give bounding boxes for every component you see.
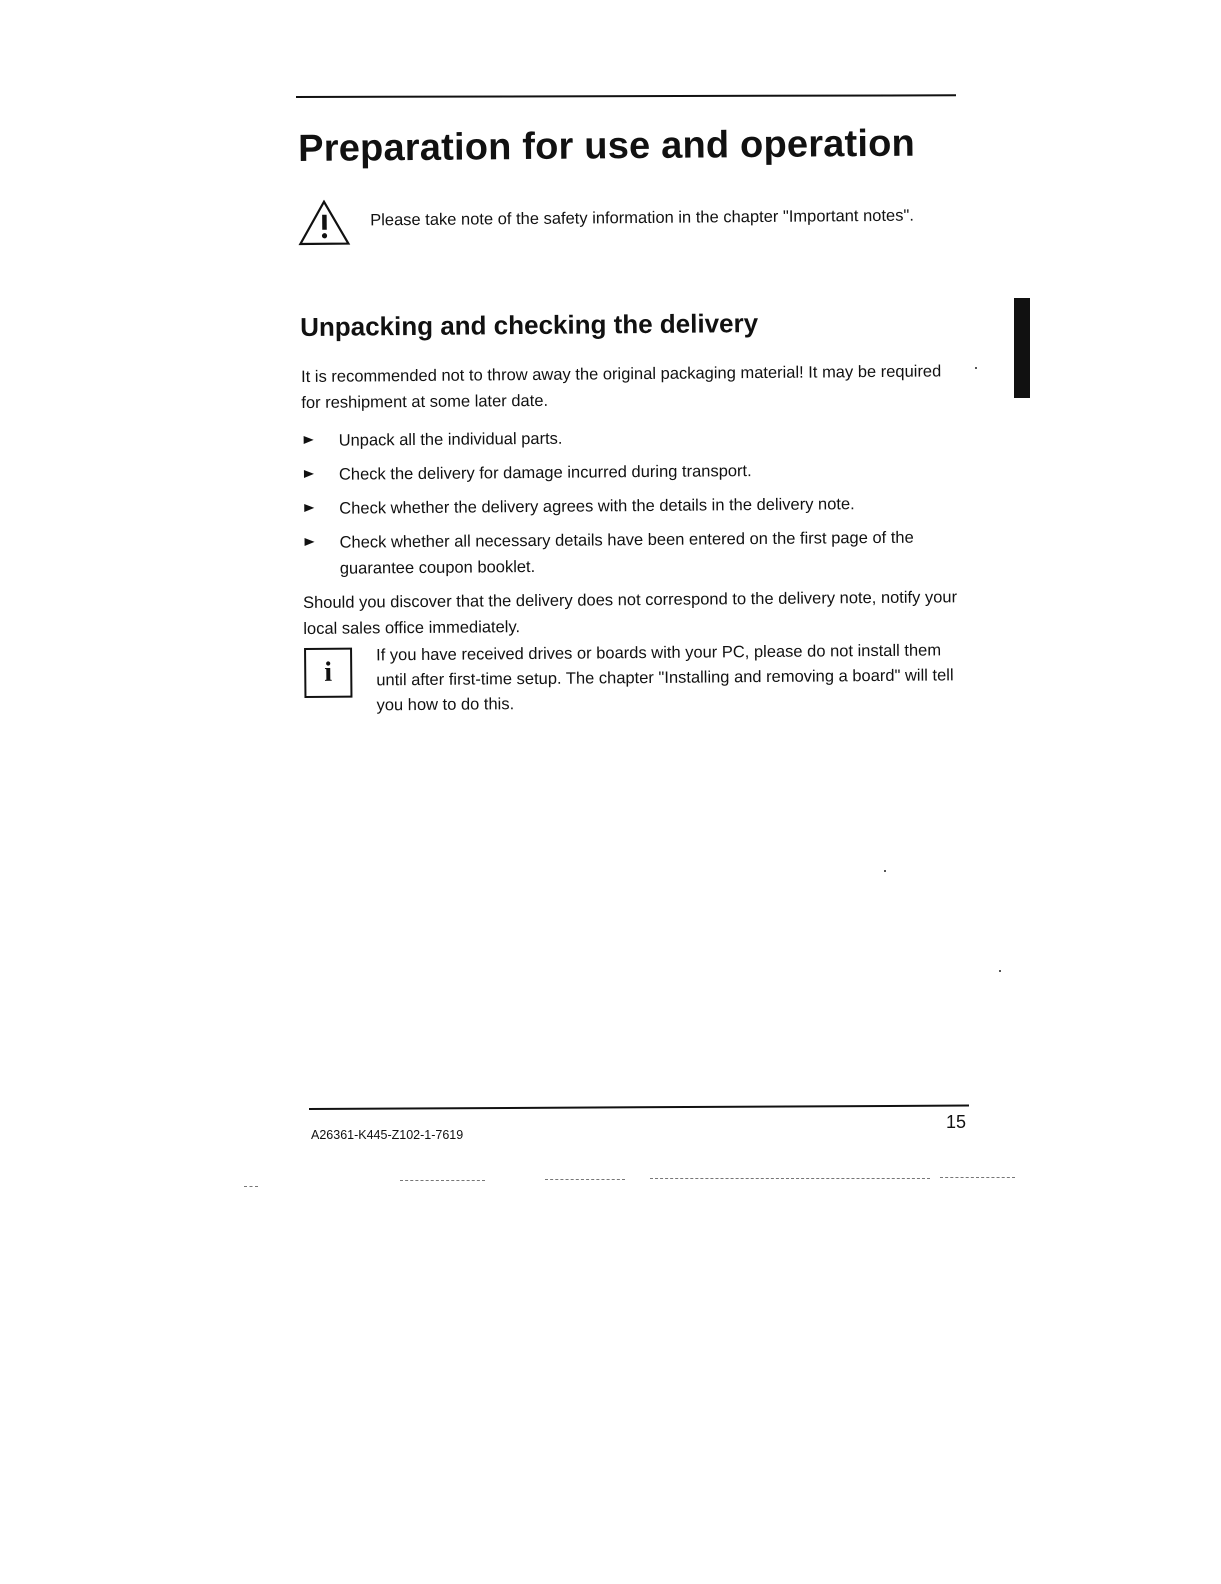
- scan-artifact: [650, 1178, 930, 1179]
- header-rule: [296, 94, 956, 98]
- arrow-bullet-icon: [305, 538, 315, 546]
- safety-notice-text: Please take note of the safety information in the chapter "Important notes".: [370, 206, 914, 230]
- warning-triangle-icon: [298, 200, 350, 246]
- scan-artifact: [400, 1180, 485, 1181]
- list-item: [302, 422, 962, 454]
- step-text: Check the delivery for damage incurred during transport.: [338, 462, 752, 484]
- list-item: [302, 490, 962, 522]
- closing-paragraph: Should you discover that the delivery does not correspond to the delivery note, notify your local sales office immediately.: [303, 588, 958, 638]
- footer-rule: [309, 1105, 969, 1110]
- page-number: 15: [946, 1112, 967, 1132]
- chapter-thumb-tab: [1014, 298, 1030, 398]
- list-item: [302, 456, 962, 488]
- list-item: [302, 524, 962, 582]
- scan-artifact: [244, 1186, 258, 1187]
- arrow-bullet-icon: [304, 470, 314, 478]
- info-notice-text: If you have received drives or boards with your PC, please do not install them until after first-time setup. The chapter "Installing and removing a board" will tell you how to do this.: [376, 641, 954, 715]
- safety-notice: [298, 194, 938, 230]
- info-icon: i: [304, 648, 352, 698]
- step-text: Check whether all necessary details have been entered on the first page of the guarantee coupon booklet.: [339, 528, 914, 578]
- arrow-bullet-icon: [304, 504, 314, 512]
- scan-artifact: [999, 970, 1001, 972]
- document-code: A26361-K445-Z102-1-7619: [311, 1128, 464, 1142]
- scan-artifact: [884, 870, 886, 872]
- scan-artifact: [975, 367, 977, 369]
- arrow-bullet-icon: [304, 436, 314, 444]
- section-title: Unpacking and checking the delivery: [300, 308, 759, 342]
- step-text: Unpack all the individual parts.: [338, 429, 563, 450]
- scan-artifact: [545, 1179, 625, 1180]
- scan-artifact: [940, 1177, 1015, 1178]
- intro-paragraph: It is recommended not to throw away the original packaging material! It may be required for reshipment at some later date.: [301, 362, 942, 412]
- step-list: [302, 422, 963, 582]
- section-body: [301, 358, 963, 642]
- chapter-title: Preparation for use and operation: [298, 122, 916, 170]
- step-text: Check whether the delivery agrees with the details in the delivery note.: [339, 495, 855, 518]
